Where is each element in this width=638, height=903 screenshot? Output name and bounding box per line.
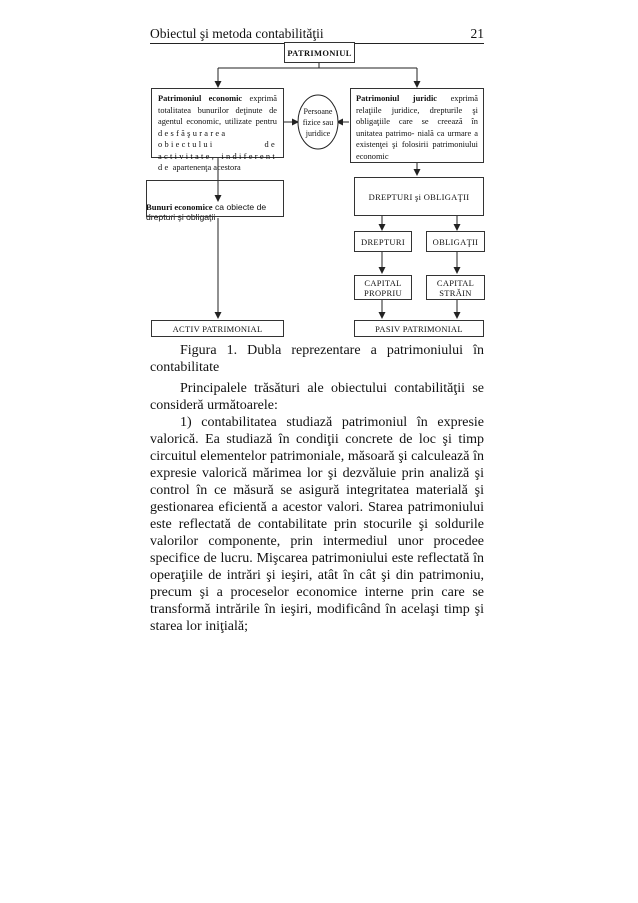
pasiv-box: PASIV PATRIMONIAL — [354, 320, 484, 337]
bunuri-frame — [146, 180, 284, 217]
economic-text-1: exprimă totalitatea bunurilor deţinute de agentul economic, utilizate pentru — [158, 94, 277, 126]
juridic-box — [350, 88, 484, 163]
bunuri-text: ca obiecte de drepturi şi obligaţii — [146, 202, 267, 222]
caption-word: patrimoniului — [386, 343, 464, 358]
caption-word: reprezentare — [291, 343, 361, 358]
caption-word: în — [473, 343, 484, 358]
drepturi-box: DREPTURI — [354, 231, 412, 252]
body-text — [150, 380, 484, 635]
economic-text-2: desfăşurarea obiectului de activitate, indiferent de — [158, 128, 277, 172]
page-number: 21 — [470, 26, 484, 41]
juridic-text-3: folosirii patrimoniului economic — [356, 140, 478, 161]
bunuri-bold: Bunuri economice — [146, 202, 213, 212]
capital-propriu-box: CAPITAL PROPRIU — [354, 275, 412, 300]
paragraph-1: 1) contabilitatea studiază patrimoniul în expresie valorică. Ea studiază în condiţii concrete de loc şi timp circuitul elementelor patrimoniale, măsoară şi calculează în expresie valorică mărimea lor şi dezvăluie prin analiză şi control în ce măsură se asigură integritatea materială şi gestionarea eficientă a acestor valori. Starea patrimoniului este reflectată de contabilitate prin stocurile şi soldurile valorilor componente, prin intermediul unor procedee specifice de lucru. Mişcarea patrimoniului este reflectată în operaţiile de intrări şi ieşiri, atât în cât şi din patrimoniu, precum şi a proceselor economice interne prin care se transformă intrările în ieşiri, modificând în acelaşi timp şi starea lor iniţială; — [150, 415, 484, 634]
obligatii-box: OBLIGAŢII — [426, 231, 485, 252]
caption-word: Dubla — [247, 343, 282, 358]
paragraph-intro: Principalele trăsături ale obiectului contabilităţii se consideră următoarele: — [150, 381, 484, 413]
figure-caption — [150, 342, 484, 376]
juridic-text-1: exprimă relaţiile juridice, drepturile şi obligaţiile care se creează în unitatea patrimo- — [356, 94, 479, 138]
caption-word: a — [370, 343, 377, 358]
economic-bold: Patrimoniul economic — [158, 94, 243, 103]
persons-label: Persoane fizice sau juridice — [302, 106, 334, 138]
drepturi-obligatii-box: DREPTURI şi OBLIGAŢII — [354, 177, 484, 216]
economic-box — [151, 88, 284, 172]
caption-line-2: contabilitate — [150, 360, 220, 375]
header-title: Obiectul şi metoda contabilităţii — [150, 26, 324, 41]
patrimoniul-box: PATRIMONIUL — [284, 42, 355, 63]
economic-text-3: apartenenţa acestora — [172, 163, 241, 172]
activ-box: ACTIV PATRIMONIAL — [151, 320, 284, 337]
caption-word: 1. — [226, 343, 238, 358]
juridic-bold: Patrimoniul juridic — [356, 94, 438, 103]
capital-strain-box: CAPITAL STRĂIN — [426, 275, 485, 300]
caption-word: Figura — [180, 343, 217, 358]
juridic-text-2: nială ca urmare a existenţei şi — [356, 128, 478, 149]
